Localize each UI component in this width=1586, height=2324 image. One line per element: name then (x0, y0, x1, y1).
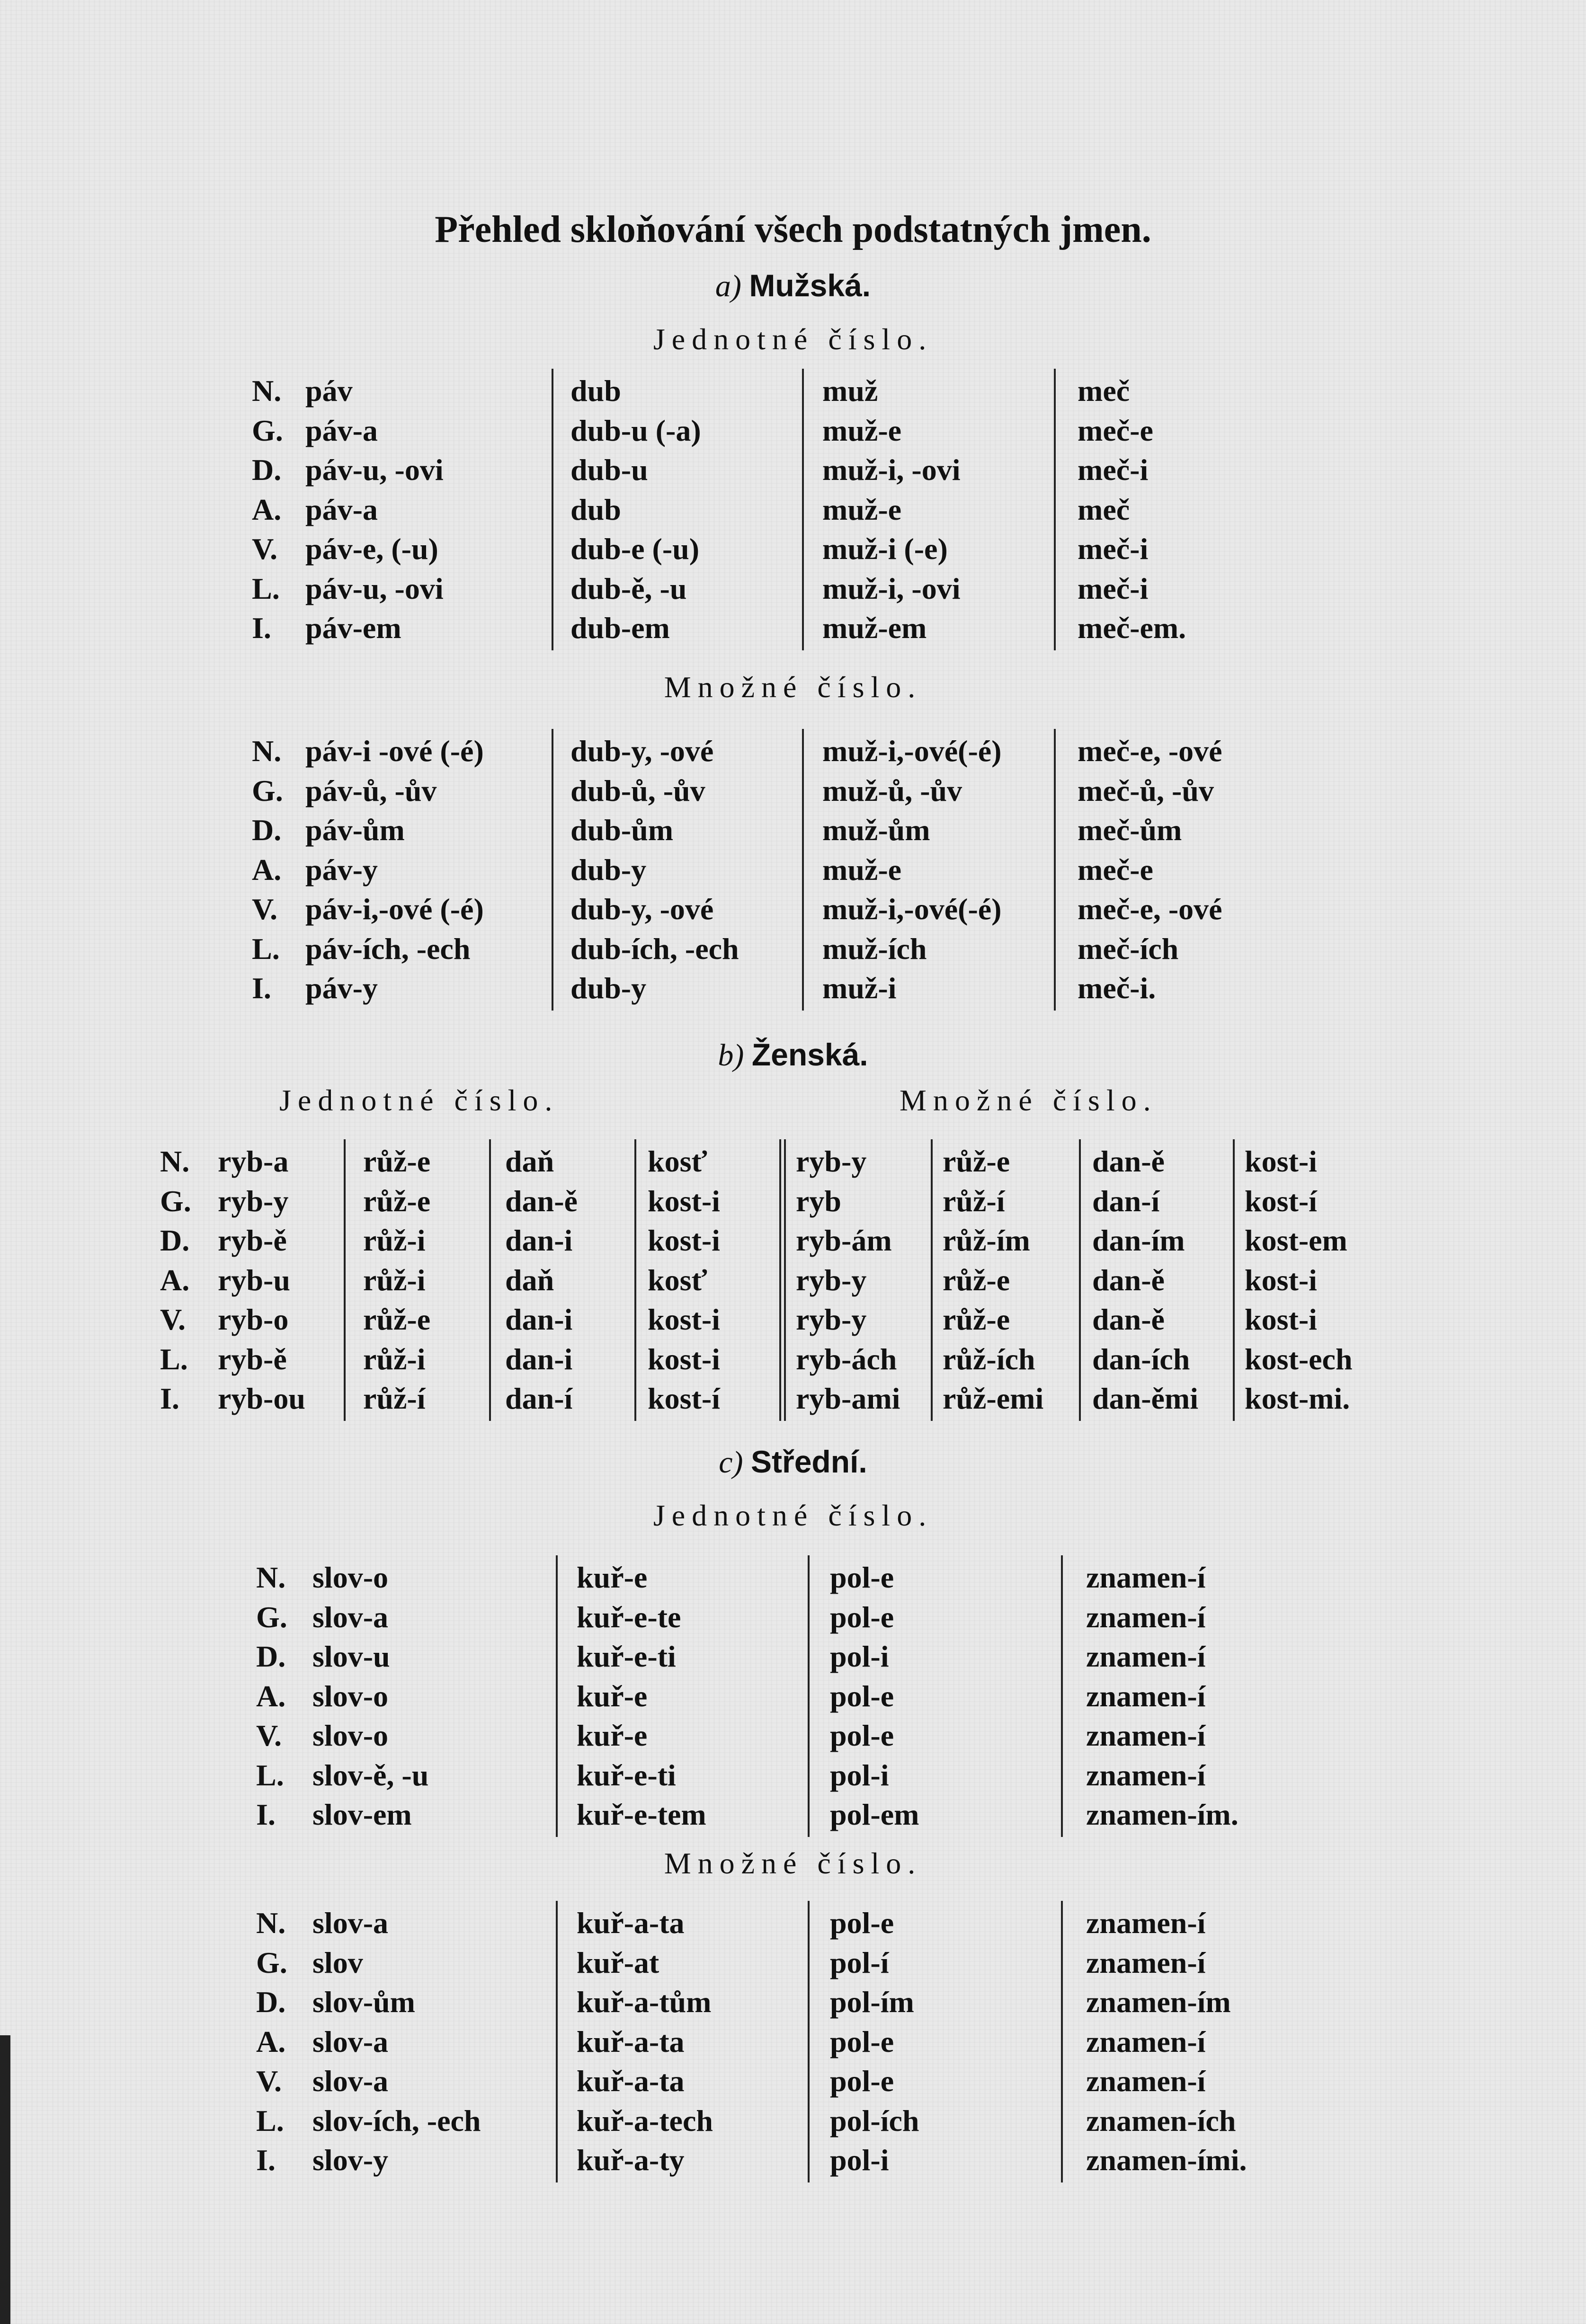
declension-form: slov (312, 1945, 363, 1979)
declension-form: pol-e (830, 1600, 894, 1634)
declension-form: dub-ů, -ův (570, 773, 705, 807)
declension-form: dan-i (505, 1303, 573, 1336)
declension-form: dub-ům (570, 813, 673, 847)
declension-form: kuř-a-tech (577, 2103, 713, 2138)
declension-form: kost-mi. (1245, 1382, 1350, 1415)
declension-form: muž-ů, -ův (822, 773, 962, 807)
declension-form: znamen-í (1086, 2024, 1206, 2058)
column-divider (802, 729, 804, 1011)
declension-form: muž-e (822, 852, 902, 887)
declension-form: růž-e (943, 1263, 1010, 1297)
column-divider (552, 369, 553, 650)
declension-form: páv-a (305, 413, 378, 447)
declension-form: kost-í (648, 1382, 720, 1415)
declension-form: meč (1078, 374, 1130, 408)
case-label: G. (252, 773, 283, 807)
declension-form: ryb (796, 1184, 841, 1218)
column-divider (1233, 1139, 1235, 1421)
declension-form: znamen-í (1086, 1600, 1206, 1634)
case-label: D. (256, 1985, 286, 2019)
declension-form: pol-em (830, 1798, 919, 1831)
declension-form: slov-ích, -ech (312, 2103, 481, 2138)
case-label: D. (252, 453, 282, 487)
declension-form: ryb-ách (796, 1342, 897, 1376)
column-divider (1061, 1555, 1063, 1837)
declension-form: růž-ím (943, 1224, 1030, 1257)
masculine-singular-header: Jednotné číslo. (653, 322, 933, 356)
feminine-singular-header: Jednotné číslo. (279, 1083, 559, 1117)
scan-edge (0, 2035, 10, 2324)
section-neuter-heading (0, 1444, 1586, 1481)
declension-form: znamen-í (1086, 1758, 1206, 1792)
case-label: I. (160, 1382, 179, 1415)
declension-form: dan-í (1092, 1184, 1160, 1218)
declension-form: meč-e (1078, 413, 1153, 447)
column-divider (1054, 369, 1056, 650)
declension-form: ryb-y (796, 1303, 867, 1336)
declension-form: ryb-ami (796, 1382, 900, 1415)
case-label: V. (256, 1719, 282, 1752)
declension-form: znamen-ích (1086, 2103, 1236, 2138)
declension-form: pol-í (830, 1945, 889, 1979)
declension-form: dan-ě (1092, 1303, 1165, 1336)
feminine-plural-header: Množné číslo. (900, 1083, 1158, 1117)
declension-form: ryb-ě (218, 1342, 287, 1376)
case-label: A. (252, 852, 282, 887)
page-title: Přehled skloňování všech podstatných jmen. (435, 209, 1151, 250)
declension-form: kost-i (1245, 1303, 1317, 1336)
declension-form: meč-e, -ové (1078, 734, 1222, 768)
section-letter: a) (715, 269, 741, 303)
declension-form: dan-ím (1092, 1224, 1185, 1257)
declension-form: kuř-e (577, 1561, 648, 1594)
column-divider (808, 1901, 810, 2182)
section-name: Ženská. (751, 1037, 868, 1072)
declension-form: meč (1078, 492, 1130, 526)
declension-form: muž-i,-ové(-é) (822, 892, 1002, 926)
declension-form: páv-a (305, 492, 378, 526)
declension-form: kuř-e-tem (577, 1798, 706, 1831)
column-divider (1054, 729, 1056, 1011)
case-label: D. (252, 813, 282, 847)
declension-form: páv-y (305, 852, 378, 887)
case-label: D. (160, 1224, 190, 1257)
declension-form: pol-e (830, 1719, 894, 1752)
column-divider (1079, 1139, 1081, 1421)
case-label: V. (252, 892, 277, 926)
declension-form: muž-em (822, 611, 927, 645)
column-divider (634, 1139, 636, 1421)
declension-form: kuř-a-tům (577, 1985, 712, 2019)
declension-form: dan-ě (1092, 1144, 1165, 1178)
declension-form: růž-i (363, 1263, 426, 1297)
declension-form: ryb-u (218, 1263, 290, 1297)
column-divider (784, 1139, 786, 1421)
declension-form: znamen-í (1086, 1640, 1206, 1673)
case-label: N. (252, 374, 282, 408)
declension-form: růž-í (363, 1382, 426, 1415)
declension-form: pol-e (830, 1679, 894, 1713)
declension-form: růž-e (943, 1303, 1010, 1336)
case-label: A. (256, 2024, 286, 2058)
declension-form: znamen-í (1086, 1561, 1206, 1594)
declension-form: dan-ěmi (1092, 1382, 1198, 1415)
case-label: I. (256, 2143, 276, 2177)
case-label: G. (160, 1184, 191, 1218)
column-divider (931, 1139, 933, 1421)
declension-form: slov-a (312, 2024, 388, 2058)
case-label: G. (256, 1600, 287, 1634)
case-label: L. (252, 571, 280, 605)
declension-form: dan-ě (505, 1184, 578, 1218)
declension-form: kost-i (648, 1303, 720, 1336)
section-letter: c) (719, 1445, 743, 1480)
declension-form: ryb-o (218, 1303, 289, 1336)
declension-form: znamen-ím (1086, 1985, 1231, 2019)
declension-form: znamen-í (1086, 1679, 1206, 1713)
declension-form: slov-o (312, 1679, 388, 1713)
declension-form: meč-e, -ové (1078, 892, 1222, 926)
column-divider (808, 1555, 810, 1837)
declension-form: páv-y (305, 971, 378, 1005)
declension-form: kost-i (1245, 1263, 1317, 1297)
declension-form: růž-e (363, 1184, 431, 1218)
declension-form: kost-í (1245, 1184, 1317, 1218)
declension-form: páv-ů, -ův (305, 773, 437, 807)
declension-form: páv-em (305, 611, 401, 645)
case-label: L. (256, 2103, 284, 2138)
declension-form: růž-emi (943, 1382, 1044, 1415)
declension-form: meč-ům (1078, 813, 1182, 847)
declension-form: ryb-ou (218, 1382, 305, 1415)
declension-form: růž-e (363, 1303, 431, 1336)
case-label: L. (256, 1758, 284, 1792)
declension-form: pol-i (830, 1640, 889, 1673)
declension-form: pol-e (830, 1906, 894, 1940)
case-label: A. (160, 1263, 190, 1297)
case-label: I. (252, 971, 271, 1005)
declension-form: meč-i (1078, 532, 1149, 566)
case-label: N. (256, 1561, 286, 1594)
column-divider (489, 1139, 491, 1421)
declension-form: slov-a (312, 2064, 388, 2098)
declension-form: slov-em (312, 1798, 412, 1831)
declension-form: muž (822, 374, 878, 408)
declension-form: slov-u (312, 1640, 390, 1673)
declension-form: kuř-e-ti (577, 1640, 676, 1673)
case-label: A. (252, 492, 282, 526)
case-label: N. (256, 1906, 286, 1940)
case-label: V. (160, 1303, 186, 1336)
declension-form: znamen-í (1086, 1719, 1206, 1752)
declension-form: muž-ích (822, 931, 927, 966)
declension-form: kost-i (1245, 1144, 1317, 1178)
declension-form: růž-e (363, 1144, 431, 1178)
declension-form: kost-em (1245, 1224, 1347, 1257)
neuter-plural-header: Množné číslo. (664, 1846, 922, 1880)
declension-form: kuř-e (577, 1719, 648, 1752)
case-label: V. (252, 532, 277, 566)
section-masculine-heading (0, 267, 1586, 304)
case-label: G. (256, 1945, 287, 1979)
column-divider (1061, 1901, 1063, 2182)
declension-form: dan-í (505, 1382, 573, 1415)
column-divider (556, 1555, 558, 1837)
section-feminine-heading (0, 1037, 1586, 1073)
section-name: Mužská. (749, 268, 871, 303)
case-label: V. (256, 2064, 282, 2098)
case-label: I. (256, 1798, 276, 1831)
column-divider (556, 1901, 558, 2182)
declension-form: pol-e (830, 1561, 894, 1594)
declension-form: slov-ům (312, 1985, 415, 2019)
case-label: N. (252, 734, 282, 768)
declension-form: růž-i (363, 1224, 426, 1257)
declension-form: meč-e (1078, 852, 1153, 887)
case-label: L. (160, 1342, 188, 1376)
column-divider (802, 369, 804, 650)
declension-form: růž-ích (943, 1342, 1035, 1376)
declension-form: růž-i (363, 1342, 426, 1376)
declension-form: meč-i (1078, 571, 1149, 605)
case-label: L. (252, 931, 280, 966)
declension-form: muž-e (822, 413, 902, 447)
declension-form: páv-u, -ovi (305, 453, 444, 487)
declension-form: dub-ích, -ech (570, 931, 739, 966)
declension-form: dan-ě (1092, 1263, 1165, 1297)
case-label: N. (160, 1144, 190, 1178)
declension-form: dub-y, -ové (570, 734, 714, 768)
declension-form: slov-y (312, 2143, 388, 2177)
declension-form: slov-o (312, 1561, 388, 1594)
declension-form: muž-i (-e) (822, 532, 948, 566)
declension-form: dub-u (-a) (570, 413, 701, 447)
case-label: G. (252, 413, 283, 447)
declension-form: daň (505, 1144, 554, 1178)
section-letter: b) (718, 1038, 744, 1073)
masculine-plural-header: Množné číslo. (664, 670, 922, 704)
declension-form: muž-i,-ové(-é) (822, 734, 1002, 768)
declension-form: dub-y, -ové (570, 892, 714, 926)
declension-form: ryb-a (218, 1144, 289, 1178)
declension-form: pol-e (830, 2024, 894, 2058)
declension-form: ryb-y (796, 1144, 867, 1178)
declension-form: kuř-e-te (577, 1600, 681, 1634)
declension-form: pol-ím (830, 1985, 914, 2019)
declension-form: meč-em. (1078, 611, 1186, 645)
declension-form: znamen-í (1086, 1945, 1206, 1979)
declension-form: dub-u (570, 453, 648, 487)
declension-form: pol-ích (830, 2103, 919, 2138)
declension-form: slov-o (312, 1719, 388, 1752)
declension-form: kuř-a-ty (577, 2143, 685, 2177)
declension-form: kost-i (648, 1184, 720, 1218)
column-divider (552, 729, 553, 1011)
declension-form: kost-ech (1245, 1342, 1353, 1376)
declension-form: znamen-í (1086, 1906, 1206, 1940)
declension-form: ryb-y (218, 1184, 289, 1218)
declension-form: kuř-e-ti (577, 1758, 676, 1792)
declension-form: páv-u, -ovi (305, 571, 444, 605)
declension-form: meč-i (1078, 453, 1149, 487)
section-name: Střední. (751, 1444, 867, 1479)
declension-form: muž-i, -ovi (822, 453, 961, 487)
declension-form: dub-ě, -u (570, 571, 687, 605)
declension-form: znamen-í (1086, 2064, 1206, 2098)
declension-form: kosť (648, 1144, 707, 1178)
declension-form: dan-ích (1092, 1342, 1190, 1376)
declension-form: páv-ům (305, 813, 405, 847)
declension-form: znamen-ím. (1086, 1798, 1239, 1831)
declension-form: slov-a (312, 1906, 388, 1940)
declension-form: dub-em (570, 611, 670, 645)
declension-form: kost-i (648, 1224, 720, 1257)
declension-form: muž-e (822, 492, 902, 526)
declension-form: meč-ů, -ův (1078, 773, 1214, 807)
declension-form: dub (570, 374, 621, 408)
declension-form: kost-i (648, 1342, 720, 1376)
declension-form: páv (305, 374, 353, 408)
declension-form: znamen-ími. (1086, 2143, 1247, 2177)
declension-form: ryb-ě (218, 1224, 287, 1257)
case-label: D. (256, 1640, 286, 1673)
declension-form: růž-í (943, 1184, 1005, 1218)
declension-form: muž-i, -ovi (822, 571, 961, 605)
declension-form: dub (570, 492, 621, 526)
declension-form: slov-a (312, 1600, 388, 1634)
declension-form: slov-ě, -u (312, 1758, 429, 1792)
case-label: I. (252, 611, 271, 645)
declension-form: páv-i,-ové (-é) (305, 892, 484, 926)
neuter-singular-header: Jednotné číslo. (653, 1499, 933, 1532)
declension-form: pol-e (830, 2064, 894, 2098)
declension-form: kuř-a-ta (577, 1906, 685, 1940)
declension-form: páv-ích, -ech (305, 931, 471, 966)
declension-form: dub-y (570, 971, 647, 1005)
declension-form: páv-e, (-u) (305, 532, 438, 566)
declension-form: kuř-a-ta (577, 2024, 685, 2058)
declension-form: daň (505, 1263, 554, 1297)
declension-form: muž-ům (822, 813, 930, 847)
declension-form: dub-e (-u) (570, 532, 700, 566)
declension-form: dub-y (570, 852, 647, 887)
declension-form: páv-i -ové (-é) (305, 734, 484, 768)
declension-form: kosť (648, 1263, 707, 1297)
declension-form: pol-i (830, 2143, 889, 2177)
declension-form: pol-i (830, 1758, 889, 1792)
declension-form: dan-i (505, 1224, 573, 1257)
declension-form: růž-e (943, 1144, 1010, 1178)
case-label: A. (256, 1679, 286, 1713)
declension-form: kuř-e (577, 1679, 648, 1713)
column-divider (779, 1139, 781, 1421)
declension-form: kuř-a-ta (577, 2064, 685, 2098)
declension-form: muž-i (822, 971, 897, 1005)
declension-form: meč-i. (1078, 971, 1156, 1005)
column-divider (344, 1139, 346, 1421)
declension-form: ryb-y (796, 1263, 867, 1297)
declension-form: ryb-ám (796, 1224, 892, 1257)
declension-form: kuř-at (577, 1945, 659, 1979)
declension-form: meč-ích (1078, 931, 1179, 966)
declension-form: dan-i (505, 1342, 573, 1376)
